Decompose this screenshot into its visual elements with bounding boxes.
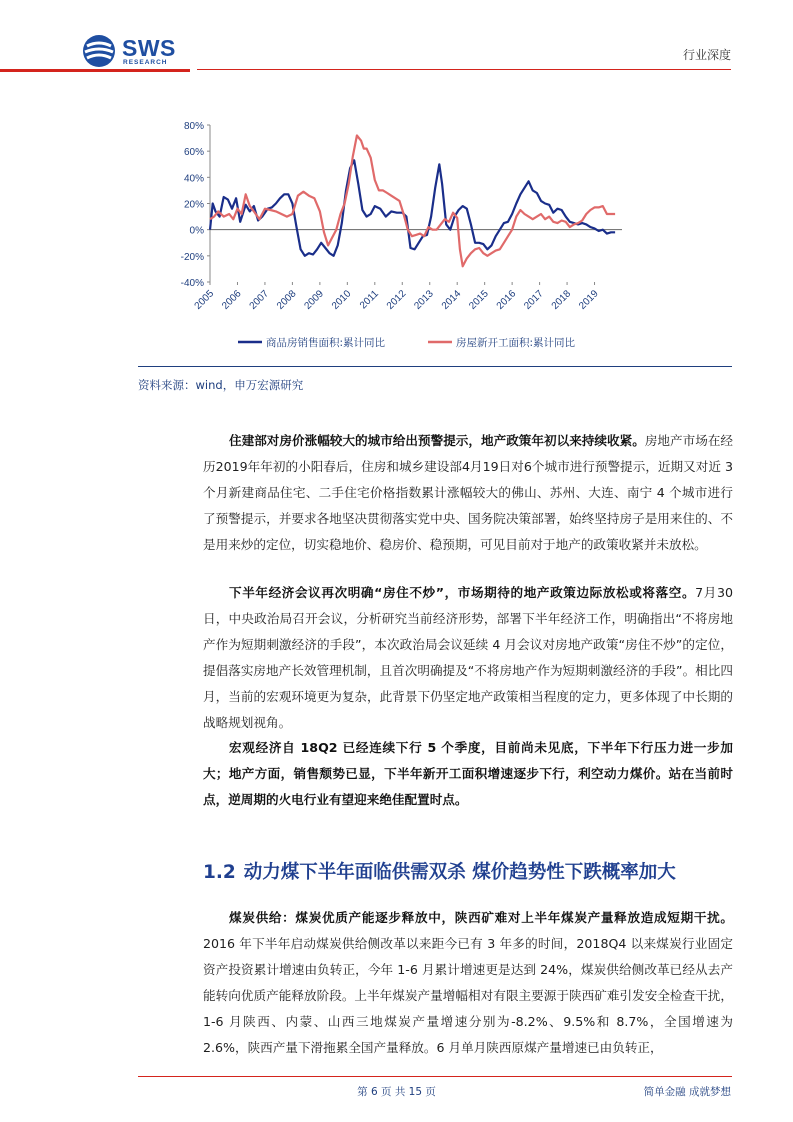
logo-text: SWS — [122, 35, 176, 61]
x-tick-label: 2007 — [247, 288, 272, 312]
series-line-sales-area — [210, 160, 615, 256]
chart-canvas — [138, 110, 732, 360]
y-tick-label: 60% — [183, 147, 204, 159]
footer-slogan: 简单金融 成就梦想 — [643, 1086, 731, 1098]
paragraph-housing-warning — [203, 428, 733, 558]
paragraph-coal-supply — [203, 905, 733, 1061]
x-tick-label: 2008 — [275, 288, 299, 312]
x-tick-label: 2006 — [220, 288, 244, 312]
x-tick-label: 2017 — [522, 288, 546, 312]
header-rule-thin — [197, 69, 731, 70]
y-tick-label: 80% — [183, 121, 204, 132]
x-tick-label: 2010 — [329, 288, 354, 312]
page-number: 第 6 页 共 15 页 — [357, 1086, 436, 1098]
logo-subtext: RESEARCH — [123, 59, 168, 66]
y-tick-label: -20% — [180, 251, 204, 263]
paragraph-lead: 下半年经济会议再次明确“房住不炒”，市场期待的地产政策边际放松或将落空。 — [229, 585, 696, 600]
paragraph-lead: 住建部对房价涨幅较大的城市给出预警提示，地产政策年初以来持续收紧。 — [229, 433, 645, 448]
paragraph-body: 7月30日，中央政治局召开会议，分析研究当前经济形势，部署下半年经济工作，明确指出“不将房地产作为短期刺激经济的手段”，本次政治局会议延续 4 月会议对房地产政策“房住不炒”的定位，提倡落实房地产长效管理机制，且首次明确提及“不将房地产作为短期刺激经济的手段”。相比四月，当前的宏观环境更为复杂，此背景下仍坚定地产政策相当程度的定力，更多体现了中长期的战略规划视角。 — [203, 585, 733, 730]
legend-label-sales-area: 商品房销售面积:累计同比 — [266, 337, 386, 349]
chart-bottom-rule — [138, 366, 732, 367]
paragraph-body: 2016 年下半年启动煤炭供给侧改革以来距今已有 3 年多的时间，2018Q4 以来煤炭行业固定资产投资累计增速由负转正，今年 1-6 月累计增速更是达到 24%，煤炭供给侧改革已经从去产能转向优质产能释放阶段。上半年煤炭产量增幅相对有限主要源于陕西矿难引发安全检查干扰，1-6 月陕西、内蒙、山西三地煤炭产量增速分别为-8.2%、9.5%和 8.7%，全国增速为 2.6%，陕西产量下滑拖累全国产量释放。6 月单月陕西原煤产量增速已由负转正， — [203, 936, 733, 1055]
paragraph-politburo-meeting — [203, 580, 733, 736]
legend-label-new-starts: 房屋新开工面积:累计同比 — [456, 337, 576, 349]
paragraph-body: 房地产市场在经历2019年年初的小阳春后，住房和城乡建设部4月19日对6个城市进行预警提示，近期又对近 3 个月新建商品住宅、二手住宅价格指数累计涨幅较大的佛山、苏州、大连、南宁 4 个城市进行了预警提示，并要求各地坚决贯彻落实党中央、国务院决策部署，始终坚持房子是用来住的、不是用来炒的定位，切实稳地价、稳房价、稳预期，可见目前对于地产的政策收紧并未放松。 — [203, 433, 734, 552]
paragraph-lead: 煤炭供给：煤炭优质产能逐步释放中，陕西矿难对上半年煤炭产量释放造成短期干扰。 — [229, 910, 733, 925]
x-tick-label: 2016 — [494, 288, 519, 312]
line-chart — [138, 110, 732, 360]
section-title-text: 动力煤下半年面临供需双杀 煤价趋势性下跌概率加大 — [243, 862, 676, 883]
footer-rule — [138, 1076, 732, 1077]
x-tick-label: 2009 — [302, 288, 326, 312]
x-tick-label: 2014 — [439, 288, 464, 312]
y-tick-label: 0% — [189, 225, 204, 237]
paragraph-macro-outlook — [203, 735, 733, 813]
x-tick-label: 2018 — [549, 288, 574, 312]
x-tick-label: 2013 — [412, 288, 436, 312]
chart-source-note: 资料来源：wind，申万宏源研究 — [138, 378, 304, 392]
y-tick-label: 20% — [183, 199, 204, 211]
header-rule-thick — [0, 69, 190, 72]
series-line-new-starts — [210, 136, 615, 267]
sws-globe-icon — [82, 34, 116, 68]
section-number: 1.2 — [203, 862, 236, 883]
x-tick-label: 2015 — [467, 288, 491, 312]
y-tick-label: 40% — [183, 173, 204, 185]
x-tick-label: 2019 — [577, 288, 601, 312]
paragraph-lead: 宏观经济自 18Q2 已经连续下行 5 个季度，目前尚未见底，下半年下行压力进一步加大；地产方面，销售颓势已显，下半年新开工面积增速逐步下行，利空动力煤价。站在当前时点，逆周期的火电行业有望迎来绝佳配置时点。 — [203, 740, 733, 807]
sws-logo — [82, 34, 192, 70]
y-tick-label: -40% — [180, 278, 204, 289]
x-tick-label: 2011 — [357, 288, 381, 312]
x-tick-label: 2012 — [384, 288, 409, 312]
report-type-label: 行业深度 — [682, 48, 731, 62]
section-heading — [203, 858, 676, 884]
x-tick-label: 2005 — [192, 288, 217, 312]
